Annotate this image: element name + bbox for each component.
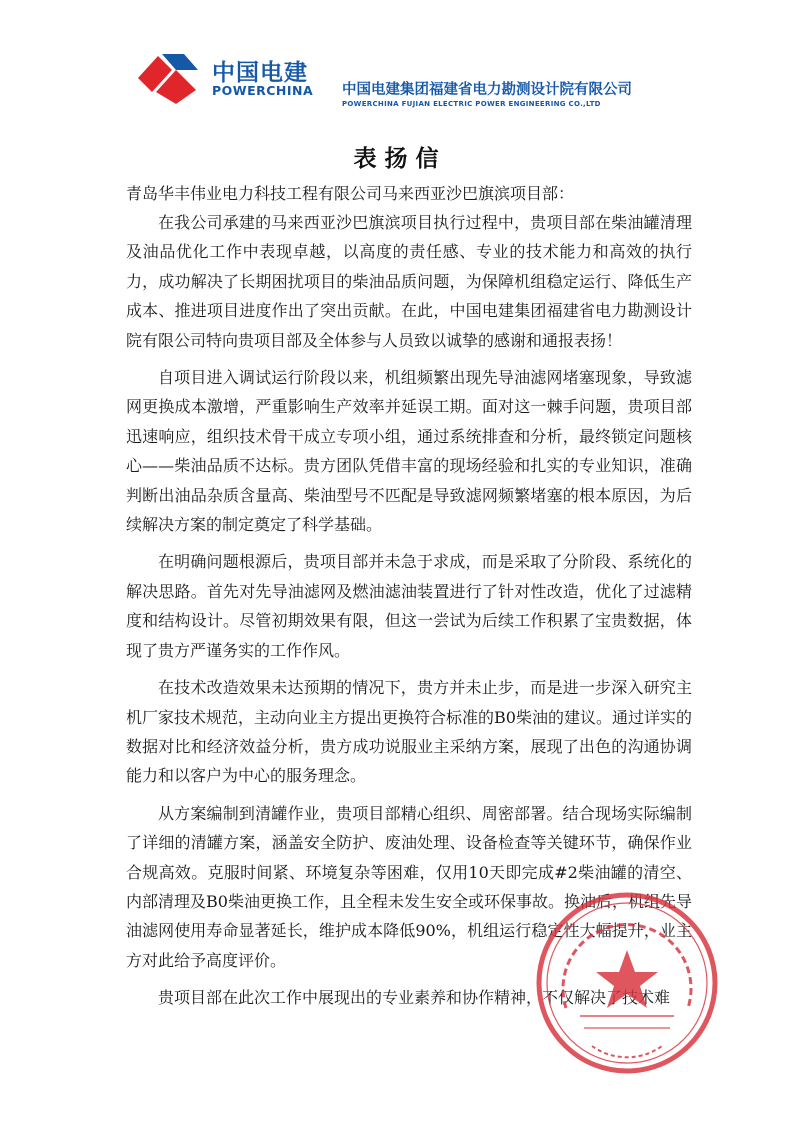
salutation: 青岛华丰伟业电力科技工程有限公司马来西亚沙巴旗滨项目部： [126, 184, 575, 203]
paragraph: 在技术改造效果未达预期的情况下，贵方并未止步，而是进一步深入研究主机厂家技术规范，主动向业主方提出更换符合标准的B0柴油的建议。通过详实的数据对比和经济效益分析，贵方成功说服业主采纳方案，展现了出色的沟通协调能力和以客户为中心的服务理念。 [126, 678, 692, 786]
company-seal-icon [532, 888, 722, 1078]
company-name-cn: 中国电建集团福建省电力勘测设计院有限公司 [342, 82, 632, 98]
paragraph: 在我公司承建的马来西亚沙巴旗滨项目执行过程中，贵项目部在柴油罐清理及油品优化工作中表现卓越，以高度的责任感、专业的技术能力和高效的执行力，成功解决了长期困扰项目的柴油品质问题，为保障机组稳定运行、降低生产成本、推进项目进度作出了突出贡献。在此，中国电建集团福建省电力勘测设计院有限公司特向贵项目部及全体参与人员致以诚挚的感谢和通报表扬！ [126, 213, 692, 350]
letter-title: 表扬信 [353, 145, 447, 172]
brand-name-en: POWERCHINA [212, 83, 314, 98]
paragraph: 在明确问题根源后，贵项目部并未急于求成，而是采取了分阶段、系统化的解决思路。首先对先导油滤网及燃油滤油装置进行了针对性改造，优化了过滤精度和结构设计。尽管初期效果有限，但这一尝试为后续工作积累了宝贵数据，体现了贵方严谨务实的工作作风。 [126, 552, 692, 660]
company-name-en: POWERCHINA FUJIAN ELECTRIC POWER ENGINEERING CO.,LTD [342, 100, 601, 108]
letterhead [132, 48, 692, 112]
powerchina-logo-icon [132, 48, 204, 106]
paragraph: 从方案编制到清罐作业，贵项目部精心组织、周密部署。结合现场实际编制了详细的清罐方案，涵盖安全防护、废油处理、设备检查等关键环节，确保作业合规高效。克服时间紧、环境复杂等困难，仅用10天即完成#2柴油罐的清空、内部清理及B0柴油更换工作，且全程未发生安全或环保事故。换油后，机组先导油滤网使用寿命显著延长，维护成本降低90%，机组运行稳定性大幅提升，业主方对此给予高度评价。 [126, 803, 692, 970]
brand-name-cn: 中国电建 [212, 60, 308, 86]
paragraph: 自项目进入调试运行阶段以来，机组频繁出现先导油滤网堵塞现象，导致滤网更换成本激增，严重影响生产效率并延误工期。面对这一棘手问题，贵项目部迅速响应，组织技术骨干成立专项小组，通过系统排查和分析，最终锁定问题核心——柴油品质不达标。贵方团队凭借丰富的现场经验和扎实的专业知识，准确判断出油品杂质含量高、柴油型号不匹配是导致滤网频繁堵塞的根本原因，为后续解决方案的制定奠定了科学基础。 [126, 368, 692, 535]
paragraph: 贵项目部在此次工作中展现出的专业素养和协作精神，不仅解决了技术难 [158, 988, 671, 1008]
